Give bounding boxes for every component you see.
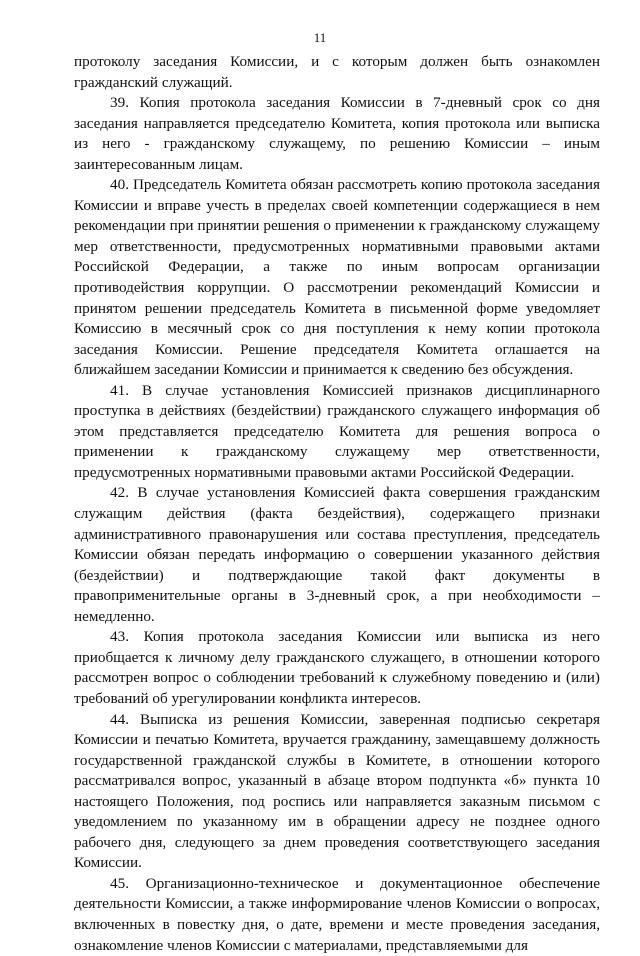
paragraph-42: 42. В случае установления Комиссией факта совершения гражданским служащим действия (факта бездействия), содержащего признаки административного правонарушения или состава преступления, председатель Комиссии обязан передать информацию о совершении указанного действия (бездействии) и подтверждающие такой факт документы в правоприменительные органы в 3-дневный срок, а при необходимости – немедленно. (74, 484, 600, 625)
paragraph-41: 41. В случае установления Комиссией признаков дисциплинарного проступка в действиях (бездействии) гражданского служащего информация об этом представляется председателю Комитета для решения вопроса о применении к гражданскому служащему мер ответственности, предусмотренных нормативными правовыми актами Российской Федерации. (74, 381, 600, 481)
paragraph-40: 40. Председатель Комитета обязан рассмотреть копию протокола заседания Комиссии и вправе учесть в пределах своей компетенции содержащиеся в нем рекомендации при принятии решения о применении к гражданскому служащему мер ответственности, предусмотренных нормативными правовыми актами Российской Федерации, а также по иным вопросам организации противодействия коррупции. О рассмотрении рекомендаций Комиссии и принятом решении председатель Комитета в письменной форме уведомляет Комиссию в месячный срок со дня поступления к нему копии протокола заседания Комиссии. Решение председателя Комитета оглашается на ближайшем заседании Комиссии и принимается к сведению без обсуждения. (74, 176, 600, 379)
page-number: 11 (313, 30, 327, 45)
document-body (74, 52, 600, 956)
paragraph-39: 39. Копия протокола заседания Комиссии в 7-дневный срок со дня заседания направляется председателю Комитета, копия протокола или выписка из него - гражданскому служащему, по решению Комиссии – иным заинтересованным лицам. (74, 94, 600, 173)
paragraph-45: 45. Организационно-техническое и документационное обеспечение деятельности Комиссии, а также информирование членов Комиссии о вопросах, включенных в повестку дня, о дате, времени и месте проведения заседания, ознакомление членов Комиссии с материалами, представляемыми для (74, 874, 600, 954)
paragraph-continuation: протоколу заседания Комиссии, и с которым должен быть ознакомлен гражданский служащий. (74, 53, 600, 91)
paragraph-44: 44. Выписка из решения Комиссии, заверенная подписью секретаря Комиссии и печатью Комитета, вручается гражданину, замещавшему должность государственной гражданской службы в Комитете, в отношении которого рассматривался вопрос, указанный в абзаце втором подпункта «б» пункта 10 настоящего Положения, под роспись или направляется заказным письмом с уведомлением по указанному им в обращении адресу не позднее одного рабочего дня, следующего за днем проведения соответствующего заседания Комиссии. (74, 710, 600, 872)
paragraph-43: 43. Копия протокола заседания Комиссии или выписка из него приобщается к личному делу гражданского служащего, в отношении которого рассмотрен вопрос о соблюдении требований к служебному поведению и (или) требований об урегулировании конфликта интересов. (74, 628, 600, 707)
